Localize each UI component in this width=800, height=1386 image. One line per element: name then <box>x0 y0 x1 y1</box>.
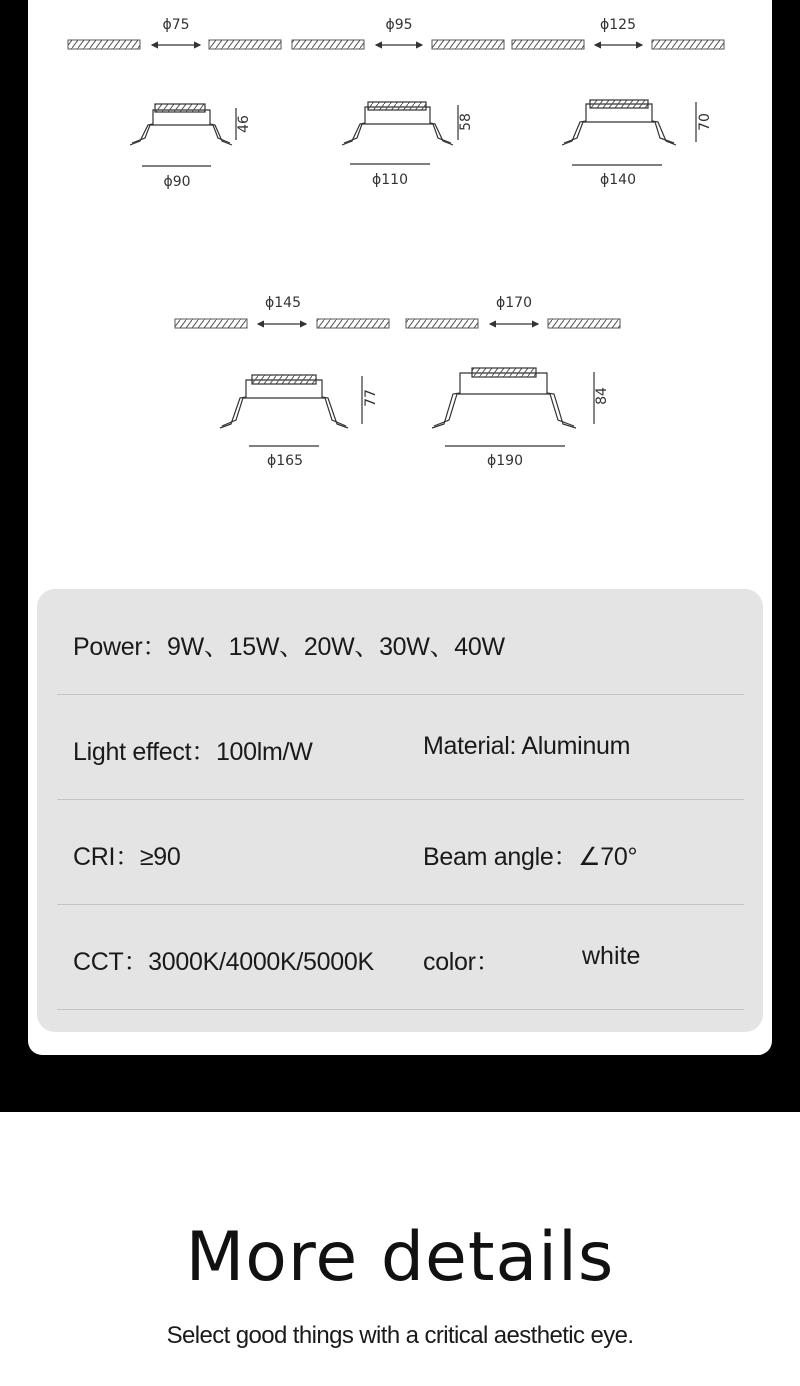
fixture-profile-3 <box>562 100 696 165</box>
spec-panel <box>37 589 763 1032</box>
height-label: 46 <box>236 115 252 133</box>
spec-cri: CRI：≥90 <box>73 843 181 871</box>
height-label: 58 <box>458 113 474 131</box>
diameter-label: ϕ190 <box>487 453 523 469</box>
spec-light-effect: Light effect：100lm/W <box>73 738 313 766</box>
dimension-drawings-svg <box>0 0 800 520</box>
spec-row-power <box>57 589 744 695</box>
diameter-label: ϕ165 <box>267 453 303 469</box>
spec-row-cri-beam <box>57 799 744 905</box>
cutout-indicator-1 <box>68 17 281 49</box>
spec-cct: CCT：3000K/4000K/5000K <box>73 948 374 976</box>
cutout-indicator-4 <box>175 295 389 328</box>
cutout-indicator-2 <box>292 17 504 49</box>
spec-color-label: color： <box>423 948 501 976</box>
spec-color-value: white <box>582 942 641 970</box>
spec-beam-angle: Beam angle：∠70° <box>423 843 638 871</box>
cutout-indicator-5 <box>406 295 620 328</box>
cutout-label: ϕ95 <box>385 17 413 33</box>
spec-material: Material: Aluminum <box>423 732 631 760</box>
cutout-label: ϕ145 <box>265 295 301 311</box>
cutout-label: ϕ170 <box>496 295 532 311</box>
cutout-indicator-3 <box>512 17 724 49</box>
more-details-title: More details <box>185 1218 615 1297</box>
diameter-label: ϕ110 <box>372 172 408 188</box>
fixture-profile-4 <box>220 375 362 446</box>
fixture-profile-5 <box>432 368 594 446</box>
fixture-profile-2 <box>342 102 458 164</box>
dimension-drawings <box>0 0 800 520</box>
fixture-profile-1 <box>130 104 236 166</box>
diameter-label: ϕ140 <box>600 172 636 188</box>
diameter-label: ϕ90 <box>163 174 191 190</box>
height-label: 84 <box>594 387 610 405</box>
cutout-label: ϕ125 <box>600 17 636 33</box>
cutout-label: ϕ75 <box>162 17 190 33</box>
height-label: 70 <box>697 113 713 131</box>
height-label: 77 <box>363 389 379 407</box>
spec-power: Power：9W、15W、20W、30W、40W <box>73 633 505 661</box>
spec-row-light-material <box>57 694 744 800</box>
more-details-subtitle: Select good things with a critical aesthetic eye. <box>166 1322 634 1349</box>
spec-row-cct-color <box>57 904 744 1010</box>
